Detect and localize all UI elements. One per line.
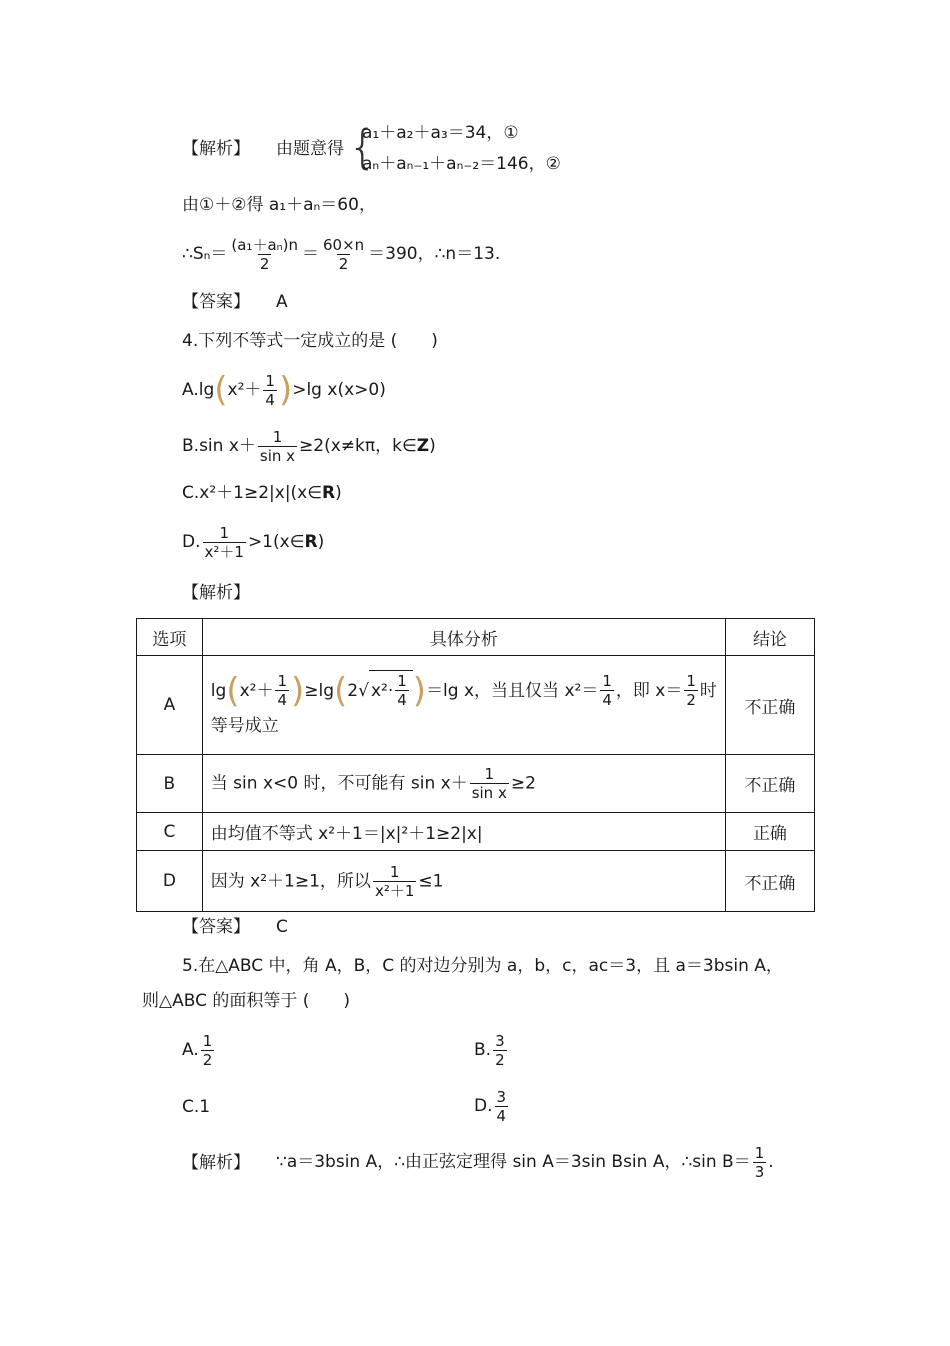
row-c-option: C [137,813,203,851]
q4d-close: ) [317,532,325,552]
sn-suffix: ＝390，∴n＝13. [368,244,501,264]
answer-label-q3: 【答案】 [182,292,250,312]
ra-frac4 [684,672,698,709]
header-option: 选项 [137,619,203,656]
answer-label-q4: 【答案】 [182,917,250,937]
rd-frac [373,863,416,900]
q4c-set: R [322,483,336,503]
q5d-label: D. [474,1096,493,1116]
sol3-step1: 由①＋②得 a₁＋aₙ＝60， [182,195,376,215]
ra-f3n: 1 [602,672,612,690]
ra-sqrt-body [369,670,413,711]
q5-stem-line1: 5.在△ABC 中，角 A，B，C 的对边分别为 a，b，c，ac＝3，且 a＝3bsin A， [182,956,783,976]
rb-frac [470,765,509,802]
ra-f2d: 4 [397,691,407,709]
ra-line2: 等号成立 [210,715,279,736]
ra-p7: ，即 x＝ [615,680,683,701]
ra-f2n: 1 [397,672,407,690]
rb-fn: 1 [484,765,495,783]
q4a-prefix: A.lg [182,380,215,400]
ra-frac3 [600,672,614,709]
q4a-num: 1 [265,371,275,390]
q5-sol-frac [753,1144,767,1181]
rb-p2: ≥2 [510,773,536,794]
paren-left-icon: ( [214,370,228,410]
table-row [137,755,815,813]
q5b-label: B. [474,1040,492,1060]
analysis-table [136,618,815,912]
table-header-row [137,619,815,656]
q5-sol-end: . [768,1152,774,1172]
rb-fd: sin x [471,784,507,802]
q4b-close: ) [429,436,436,456]
ra-frac1 [275,672,289,709]
sn-mid: ＝ [301,244,319,264]
ra-p5: x²· [370,680,394,701]
paren-right-icon: ) [278,370,293,410]
row-a-conclusion: 不正确 [725,656,814,755]
q4d-set: R [304,532,318,552]
q5-option-c: C.1 [182,1097,211,1117]
q5b-num: 3 [495,1031,505,1050]
table-row [137,656,815,755]
sn-frac2 [321,236,366,273]
paren-right-icon: ) [412,670,427,711]
q4b-suffix: ≥2(x≠kπ，k∈ [299,436,417,456]
ra-frac2 [395,672,409,709]
q5a-num: 1 [202,1031,213,1050]
paren-left-icon: ( [334,670,348,711]
q4d-prefix: D. [182,532,201,552]
ra-p8: 时 [699,680,717,701]
jiexi-label-q4: 【解析】 [182,583,250,603]
sn-frac1-num: (a₁＋aₙ)n [231,235,298,254]
ra-p4: 2 [347,680,359,701]
row-b-analysis [202,755,725,813]
ra-f4n: 1 [686,672,696,690]
q5d-frac [495,1088,509,1125]
q4d-den: x²＋1 [204,542,244,561]
q4a-suffix: >lg x(x>0) [292,380,386,400]
q4b-set: Z [416,436,430,456]
rd-p1: 因为 x²＋1≥1，所以 [210,871,371,891]
q4a-x2: x²＋ [227,380,262,400]
rd-p2: ≤1 [418,871,444,891]
table-row [137,851,815,912]
row-a-option: A [137,656,203,755]
row-c-conclusion: 正确 [725,813,814,851]
q4c-close: ) [335,483,342,503]
sn-frac1-den: 2 [259,254,270,273]
ra-f1n: 1 [277,672,287,690]
q5b-frac [493,1032,507,1069]
rb-p1: 当 sin x<0 时，不可能有 sin x＋ [210,773,468,794]
row-a-analysis [202,656,725,755]
q5d-den: 4 [496,1106,507,1125]
ra-p6: ＝lg x，当且仅当 x²＝ [426,680,599,701]
q4b-den: sin x [259,446,296,465]
paren-right-icon: ) [291,670,305,711]
q4-option-c [182,482,342,504]
sqrt-icon: √ [358,680,369,701]
q4a-frac [263,372,277,409]
q5-stem-line2: 则△ABC 的面积等于 ( ) [142,991,351,1011]
sol3-intro: 由题意得 [276,139,344,159]
row-b-conclusion: 不正确 [725,755,814,813]
q5-sol-num: 1 [754,1143,765,1162]
system-brace: { [348,120,378,174]
q4d-frac [203,524,246,561]
sol3-sn-line [182,234,500,274]
ra-f3d: 4 [602,691,612,709]
q5-sol-text: ∵a＝3bsin A，∴由正弦定理得 sin A＝3sin Bsin A，∴sin B＝ [276,1152,751,1172]
q4d-suffix: >1(x∈ [247,532,305,552]
q5a-den: 2 [202,1050,213,1069]
answer-q3: A [276,292,288,312]
ra-f4d: 2 [686,691,696,709]
q4-option-a [182,370,386,410]
q5b-den: 2 [495,1050,505,1069]
q5a-label: A. [182,1040,199,1060]
ra-p3: ≥lg [304,680,335,701]
sn-frac2-den: 2 [338,254,349,273]
ra-p1: lg [210,680,227,701]
q5-solution [276,1142,774,1182]
ra-p2: x²＋ [239,680,274,701]
answer-q4: C [276,917,288,937]
sn-frac2-num: 60×n [322,235,365,254]
q4b-frac [258,428,297,465]
sol3-eq1: a₁＋a₂＋a₃＝34，① [362,123,519,143]
q5-option-d [474,1086,510,1126]
q4-stem: 4.下列不等式一定成立的是 ( ) [182,331,438,351]
rd-fd: x²＋1 [374,881,415,900]
q5d-num: 3 [496,1087,507,1106]
jiexi-label-q5: 【解析】 [182,1153,250,1173]
q5-option-b [474,1030,509,1070]
q4b-num: 1 [272,427,283,446]
sol3-eq2: aₙ＋aₙ₋₁＋aₙ₋₂＝146，② [362,154,561,174]
row-d-conclusion: 不正确 [725,851,814,912]
q5-option-a [182,1030,216,1070]
row-d-analysis [202,851,725,912]
q4a-den: 4 [265,390,275,409]
header-conclusion: 结论 [725,619,814,656]
q4c-prefix: C.x²＋1≥2|x|(x∈ [182,483,323,503]
q4-option-d [182,522,324,562]
q5-sol-den: 3 [754,1162,765,1181]
q4d-num: 1 [219,523,229,542]
q4b-prefix: B.sin x＋ [182,436,256,456]
row-b-option: B [137,755,203,813]
header-analysis: 具体分析 [202,619,725,656]
sn-frac1 [229,236,300,273]
row-c-analysis: 由均值不等式 x²＋1＝|x|²＋1≥2|x| [202,813,725,851]
q4-option-b [182,426,436,466]
paren-left-icon: ( [226,670,240,711]
rd-fn: 1 [389,862,400,881]
table-row [137,813,815,851]
jiexi-label-q3: 【解析】 [182,139,250,159]
sn-prefix: ∴Sₙ＝ [182,244,228,264]
ra-f1d: 4 [277,691,287,709]
row-d-option: D [137,851,203,912]
q5a-frac [201,1032,215,1069]
